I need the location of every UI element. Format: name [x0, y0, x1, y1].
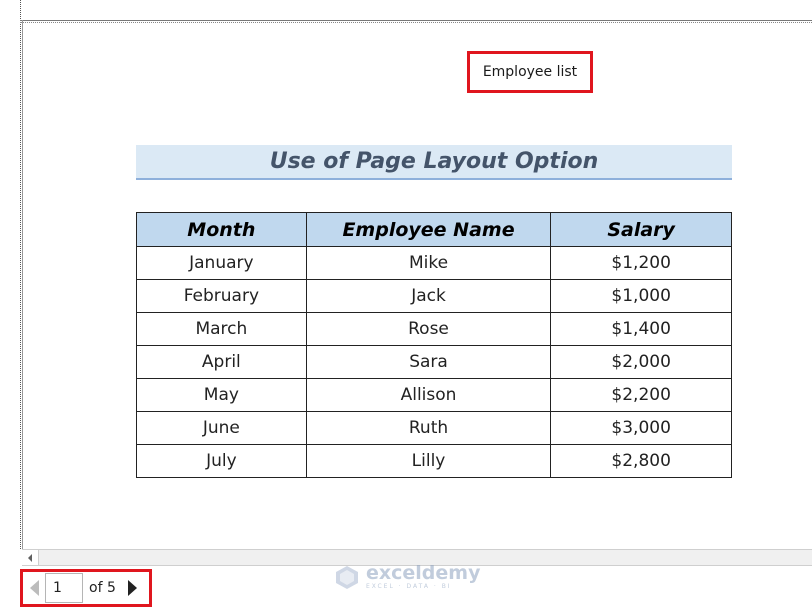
column-header-month: Month — [137, 213, 307, 247]
employee-name-cell: Mike — [306, 247, 551, 280]
month-cell: June — [137, 412, 307, 445]
table-row — [137, 280, 732, 313]
watermark-name: exceldemy — [366, 562, 481, 584]
watermark-tagline: EXCEL · DATA · BI — [366, 583, 452, 590]
next-page-button[interactable] — [122, 573, 144, 603]
page-margin-top-dotted — [20, 22, 812, 23]
employee-name-cell: Allison — [306, 379, 551, 412]
exceldemy-watermark — [334, 560, 480, 594]
column-header-employee-name: Employee Name — [306, 213, 551, 247]
current-page-input[interactable] — [45, 573, 83, 603]
table-row — [137, 379, 732, 412]
employee-name-cell: Ruth — [306, 412, 551, 445]
employee-name-cell: Sara — [306, 346, 551, 379]
salary-cell: $2,000 — [551, 346, 732, 379]
previous-page-icon — [30, 580, 39, 596]
month-cell: February — [137, 280, 307, 313]
status-bar — [0, 562, 812, 607]
month-cell: January — [137, 247, 307, 280]
salary-cell: $1,200 — [551, 247, 732, 280]
scroll-left-button[interactable] — [22, 550, 39, 565]
next-page-icon — [128, 580, 137, 596]
page-count-label: of 5 — [89, 580, 116, 596]
month-cell: July — [137, 445, 307, 478]
page-navigation-highlight — [20, 569, 152, 607]
page-border-top — [20, 20, 812, 21]
exceldemy-logo-icon — [334, 564, 360, 590]
month-cell: March — [137, 313, 307, 346]
column-header-salary: Salary — [551, 213, 732, 247]
table-row — [137, 313, 732, 346]
employee-name-cell: Jack — [306, 280, 551, 313]
salary-cell: $1,000 — [551, 280, 732, 313]
page-header-text: Employee list — [482, 64, 578, 80]
table-row — [137, 412, 732, 445]
scroll-left-arrow-icon — [28, 554, 32, 562]
month-cell: April — [137, 346, 307, 379]
employee-name-cell: Lilly — [306, 445, 551, 478]
employee-table — [136, 212, 732, 478]
sheet-title: Use of Page Layout Option — [269, 149, 599, 174]
salary-cell: $3,000 — [551, 412, 732, 445]
sheet-title-bar — [136, 145, 732, 180]
table-header-row — [137, 213, 732, 247]
table-row — [137, 346, 732, 379]
salary-cell: $2,200 — [551, 379, 732, 412]
salary-cell: $1,400 — [551, 313, 732, 346]
salary-cell: $2,800 — [551, 445, 732, 478]
month-cell: May — [137, 379, 307, 412]
table-row — [137, 445, 732, 478]
employee-name-cell: Rose — [306, 313, 551, 346]
page-border-left — [22, 20, 23, 549]
page-header-highlight — [467, 51, 593, 93]
previous-page-button[interactable] — [23, 573, 45, 603]
table-row — [137, 247, 732, 280]
